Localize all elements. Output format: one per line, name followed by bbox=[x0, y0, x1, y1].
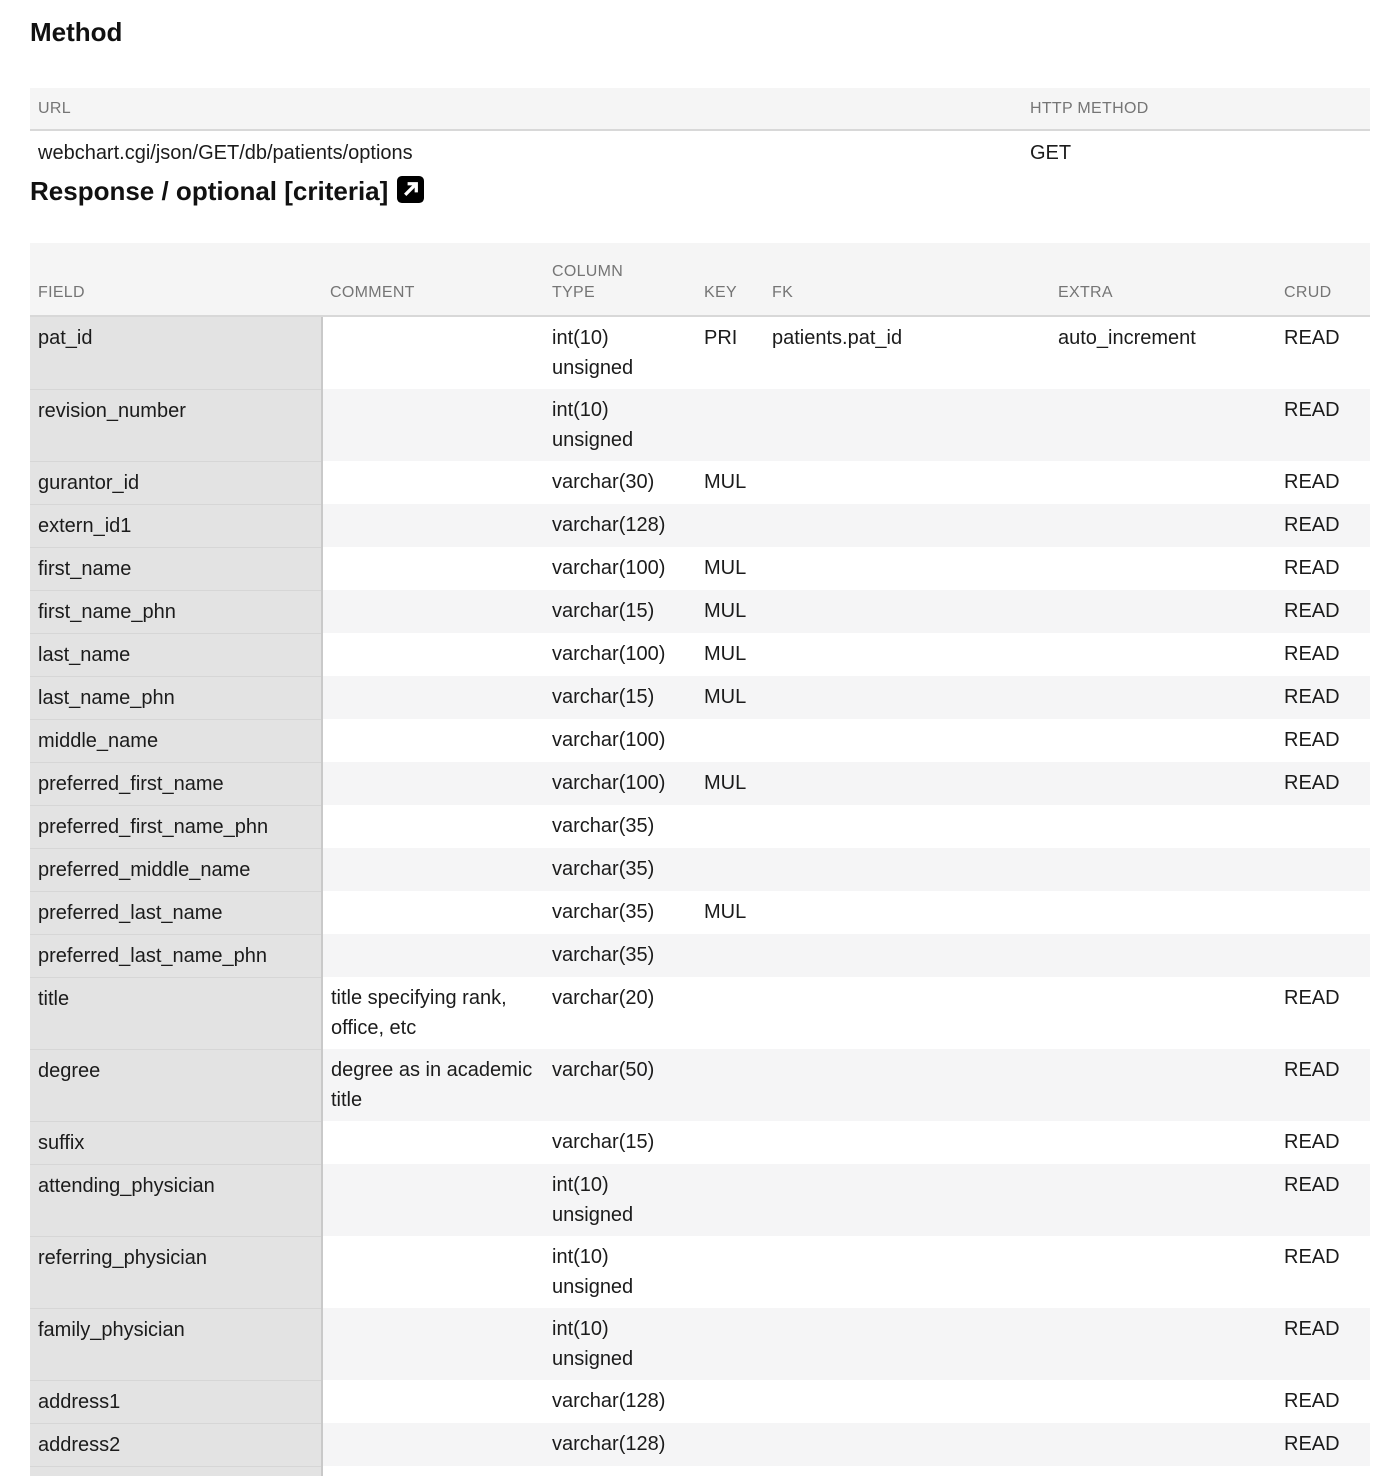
table-row bbox=[30, 977, 1370, 1049]
table-row bbox=[30, 848, 1370, 891]
crud-cell: READ bbox=[1276, 1423, 1370, 1466]
key-cell bbox=[696, 1164, 764, 1236]
header-crud: CRUD bbox=[1276, 243, 1370, 316]
extra-cell bbox=[1050, 590, 1276, 633]
key-cell: MUL bbox=[696, 762, 764, 805]
field-cell: gurantor_id bbox=[30, 461, 322, 504]
comment-cell bbox=[322, 1121, 544, 1164]
column-type-cell: varchar(128) bbox=[552, 1390, 666, 1412]
key-cell bbox=[696, 504, 764, 547]
fk-cell bbox=[764, 389, 1050, 461]
crud-cell: READ bbox=[1284, 643, 1340, 665]
comment-cell bbox=[322, 633, 544, 676]
table-row bbox=[30, 805, 1370, 848]
table-row bbox=[30, 633, 1370, 676]
comment-cell bbox=[322, 805, 544, 848]
fk-cell bbox=[764, 891, 1050, 934]
table-row bbox=[30, 590, 1370, 633]
fk-cell bbox=[764, 590, 1050, 633]
crud-cell bbox=[1276, 848, 1370, 891]
fk-cell bbox=[764, 1308, 1050, 1380]
crud-cell: READ bbox=[1276, 762, 1370, 805]
header-column-type: COLUMN TYPE bbox=[544, 243, 696, 316]
column-type-cell: int(10) unsigned bbox=[544, 1308, 696, 1380]
extra-cell bbox=[1050, 805, 1276, 848]
column-type-cell: varchar(15) bbox=[544, 590, 696, 633]
key-cell bbox=[696, 1236, 764, 1308]
external-link-icon[interactable] bbox=[397, 176, 424, 208]
fk-cell bbox=[764, 934, 1050, 977]
table-row bbox=[30, 461, 1370, 504]
crud-cell: READ bbox=[1284, 987, 1340, 1009]
field-cell: pat_id bbox=[30, 316, 322, 389]
url-column-header: URL bbox=[30, 88, 1022, 130]
comment-cell bbox=[322, 1308, 544, 1380]
table-row bbox=[30, 762, 1370, 805]
column-type-cell: int(10) unsigned bbox=[544, 389, 696, 461]
key-cell: MUL bbox=[704, 643, 747, 665]
http-method-column-header: HTTP METHOD bbox=[1022, 88, 1370, 130]
key-cell bbox=[696, 934, 764, 977]
crud-cell: READ bbox=[1276, 504, 1370, 547]
method-heading bbox=[30, 19, 1370, 46]
fk-cell bbox=[764, 1380, 1050, 1423]
crud-cell: READ bbox=[1284, 557, 1340, 579]
response-heading bbox=[30, 175, 1370, 207]
field-cell: extern_id1 bbox=[30, 504, 322, 547]
column-type-cell: varchar(128) bbox=[544, 504, 696, 547]
key-cell: MUL bbox=[704, 471, 747, 493]
column-type-cell: varchar(15) bbox=[552, 1131, 655, 1153]
extra-cell bbox=[1050, 1049, 1276, 1121]
method-table bbox=[30, 88, 1370, 175]
response-table bbox=[30, 243, 1370, 1476]
comment-cell bbox=[322, 1423, 544, 1466]
field-cell: last_name bbox=[30, 633, 322, 676]
extra-cell bbox=[1050, 934, 1276, 977]
table-row bbox=[30, 934, 1370, 977]
extra-cell bbox=[1050, 676, 1276, 719]
comment-cell bbox=[322, 547, 544, 590]
field-cell: preferred_first_name_phn bbox=[30, 805, 322, 848]
table-row bbox=[30, 389, 1370, 461]
crud-cell: READ bbox=[1276, 590, 1370, 633]
column-type-cell: varchar(100) bbox=[552, 557, 666, 579]
comment-cell bbox=[322, 461, 544, 504]
key-cell bbox=[696, 719, 764, 762]
comment-cell bbox=[322, 1380, 544, 1423]
fk-cell bbox=[764, 977, 1050, 1049]
table-row bbox=[30, 719, 1370, 762]
header-extra: EXTRA bbox=[1050, 243, 1276, 316]
extra-cell bbox=[1050, 1380, 1276, 1423]
table-row bbox=[30, 891, 1370, 934]
column-type-cell: varchar(100) bbox=[552, 729, 666, 751]
key-cell bbox=[696, 1049, 764, 1121]
column-type-cell: varchar(20) bbox=[552, 987, 655, 1009]
header-comment: COMMENT bbox=[322, 243, 544, 316]
field-cell: address2 bbox=[30, 1423, 322, 1466]
key-cell: MUL bbox=[704, 557, 747, 579]
extra-cell bbox=[1050, 719, 1276, 762]
extra-cell bbox=[1050, 1121, 1276, 1164]
field-cell: attending_physician bbox=[30, 1164, 322, 1236]
table-row bbox=[30, 1380, 1370, 1423]
key-cell: MUL bbox=[704, 901, 747, 923]
field-cell: preferred_last_name_phn bbox=[30, 934, 322, 977]
crud-cell bbox=[1276, 891, 1370, 934]
field-cell bbox=[30, 1466, 322, 1476]
field-cell: first_name bbox=[30, 547, 322, 590]
crud-cell: READ bbox=[1276, 676, 1370, 719]
extra-cell bbox=[1050, 389, 1276, 461]
column-type-cell: varchar(15) bbox=[544, 676, 696, 719]
field-cell: preferred_middle_name bbox=[30, 848, 322, 891]
extra-cell bbox=[1050, 977, 1276, 1049]
column-type-cell: varchar(35) bbox=[544, 934, 696, 977]
key-cell bbox=[696, 1423, 764, 1466]
extra-cell bbox=[1050, 891, 1276, 934]
fk-cell: patients.pat_id bbox=[772, 327, 903, 349]
key-cell bbox=[696, 977, 764, 1049]
field-cell: revision_number bbox=[30, 389, 322, 461]
comment-cell bbox=[322, 719, 544, 762]
field-cell: first_name_phn bbox=[30, 590, 322, 633]
column-type-cell: varchar(35) bbox=[544, 848, 696, 891]
field-cell: middle_name bbox=[30, 719, 322, 762]
key-cell: MUL bbox=[696, 590, 764, 633]
fk-cell bbox=[764, 1164, 1050, 1236]
comment-cell bbox=[322, 762, 544, 805]
header-fk: FK bbox=[764, 243, 1050, 316]
crud-cell: READ bbox=[1276, 389, 1370, 461]
field-cell: preferred_first_name bbox=[30, 762, 322, 805]
table-row bbox=[30, 1423, 1370, 1466]
extra-cell bbox=[1050, 1164, 1276, 1236]
comment-cell bbox=[322, 316, 544, 389]
key-cell bbox=[696, 1121, 764, 1164]
comment-cell bbox=[322, 504, 544, 547]
crud-cell: READ bbox=[1284, 327, 1340, 349]
comment-cell bbox=[322, 676, 544, 719]
extra-cell bbox=[1050, 461, 1276, 504]
comment-cell bbox=[322, 848, 544, 891]
column-type-cell: varchar(100) bbox=[552, 643, 666, 665]
key-cell bbox=[696, 848, 764, 891]
crud-cell: READ bbox=[1276, 1164, 1370, 1236]
table-row bbox=[30, 1121, 1370, 1164]
method-table-row bbox=[30, 130, 1370, 175]
extra-cell bbox=[1050, 1236, 1276, 1308]
column-type-cell: int(10) unsigned bbox=[552, 1246, 634, 1298]
field-cell: preferred_last_name bbox=[30, 891, 322, 934]
comment-cell bbox=[322, 389, 544, 461]
method-heading-label: Method bbox=[30, 17, 123, 47]
field-cell: suffix bbox=[30, 1121, 322, 1164]
crud-cell: READ bbox=[1284, 471, 1340, 493]
url-value: webchart.cgi/json/GET/db/patients/options bbox=[38, 142, 413, 164]
fk-cell bbox=[764, 461, 1050, 504]
response-heading-label: Response / optional [criteria] bbox=[30, 175, 389, 206]
crud-cell: READ bbox=[1284, 1131, 1340, 1153]
comment-cell bbox=[322, 934, 544, 977]
crud-cell: READ bbox=[1284, 729, 1340, 751]
field-cell: address1 bbox=[30, 1380, 322, 1423]
fk-cell bbox=[764, 719, 1050, 762]
fk-cell bbox=[764, 848, 1050, 891]
header-key: KEY bbox=[696, 243, 764, 316]
column-type-cell: varchar(35) bbox=[552, 815, 655, 837]
table-row bbox=[30, 1164, 1370, 1236]
column-type-cell: varchar(50) bbox=[544, 1049, 696, 1121]
fk-cell bbox=[764, 805, 1050, 848]
column-type-cell: varchar(30) bbox=[552, 471, 655, 493]
response-table-header-row bbox=[30, 243, 1370, 316]
table-row bbox=[30, 504, 1370, 547]
extra-cell bbox=[1050, 848, 1276, 891]
fk-cell bbox=[764, 1236, 1050, 1308]
extra-cell bbox=[1050, 1308, 1276, 1380]
field-cell: degree bbox=[30, 1049, 322, 1121]
fk-cell bbox=[764, 547, 1050, 590]
key-cell bbox=[696, 1380, 764, 1423]
comment-cell: title specifying rank, office, etc bbox=[331, 987, 507, 1039]
column-type-cell: varchar(128) bbox=[544, 1423, 696, 1466]
extra-cell bbox=[1050, 504, 1276, 547]
fk-cell bbox=[764, 676, 1050, 719]
crud-cell: READ bbox=[1284, 1390, 1340, 1412]
fk-cell bbox=[764, 762, 1050, 805]
column-type-cell: varchar(100) bbox=[544, 762, 696, 805]
http-method-value: GET bbox=[1030, 142, 1072, 164]
comment-cell bbox=[322, 590, 544, 633]
field-cell: title bbox=[30, 977, 322, 1049]
crud-cell: READ bbox=[1276, 1049, 1370, 1121]
table-row-partial bbox=[30, 1466, 1370, 1476]
comment-cell bbox=[322, 1236, 544, 1308]
table-row bbox=[30, 676, 1370, 719]
key-cell bbox=[696, 805, 764, 848]
method-table-header-row bbox=[30, 88, 1370, 130]
comment-cell: degree as in academic title bbox=[322, 1049, 544, 1121]
table-row bbox=[30, 1236, 1370, 1308]
fk-cell bbox=[764, 1423, 1050, 1466]
key-cell bbox=[696, 1308, 764, 1380]
table-row bbox=[30, 1049, 1370, 1121]
column-type-cell: varchar(35) bbox=[552, 901, 655, 923]
crud-cell bbox=[1276, 805, 1370, 848]
crud-cell bbox=[1276, 934, 1370, 977]
fk-cell bbox=[764, 1049, 1050, 1121]
header-field: FIELD bbox=[30, 243, 322, 316]
extra-cell: auto_increment bbox=[1058, 327, 1196, 349]
fk-cell bbox=[764, 1121, 1050, 1164]
table-row bbox=[30, 547, 1370, 590]
extra-cell bbox=[1050, 762, 1276, 805]
fk-cell bbox=[764, 633, 1050, 676]
field-cell: last_name_phn bbox=[30, 676, 322, 719]
table-row bbox=[30, 316, 1370, 389]
crud-cell: READ bbox=[1284, 1246, 1340, 1268]
fk-cell bbox=[764, 504, 1050, 547]
extra-cell bbox=[1050, 547, 1276, 590]
table-row bbox=[30, 1308, 1370, 1380]
crud-cell: READ bbox=[1276, 1308, 1370, 1380]
comment-cell bbox=[322, 1164, 544, 1236]
key-cell: PRI bbox=[704, 327, 738, 349]
field-cell: family_physician bbox=[30, 1308, 322, 1380]
column-type-cell: int(10) unsigned bbox=[544, 1164, 696, 1236]
column-type-cell: int(10) unsigned bbox=[552, 327, 634, 379]
key-cell bbox=[696, 389, 764, 461]
extra-cell bbox=[1050, 633, 1276, 676]
extra-cell bbox=[1050, 1423, 1276, 1466]
key-cell: MUL bbox=[696, 676, 764, 719]
comment-cell bbox=[322, 891, 544, 934]
field-cell: referring_physician bbox=[30, 1236, 322, 1308]
